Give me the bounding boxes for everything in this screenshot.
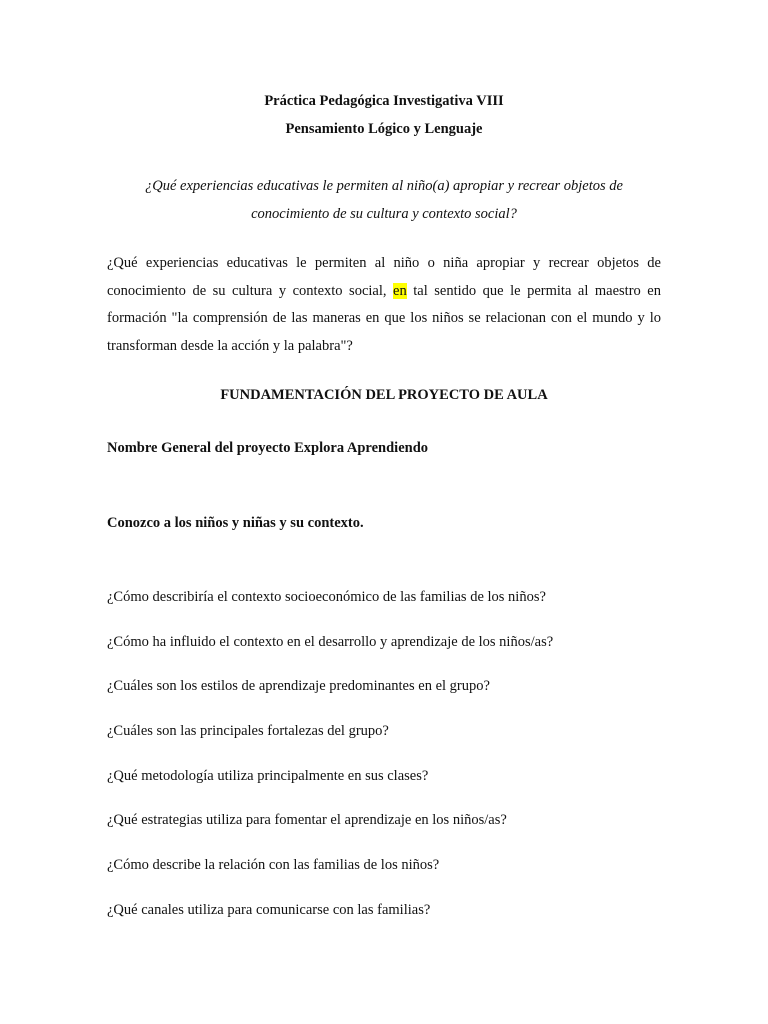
question-item: ¿Cómo describe la relación con las familias de los niños? — [107, 857, 440, 874]
intro-paragraph — [107, 250, 661, 360]
document-subtitle: Pensamiento Lógico y Lenguaje — [285, 121, 483, 137]
question-item: ¿Qué estrategias utiliza para fomentar el aprendizaje en los niños/as? — [107, 812, 507, 829]
question-item: ¿Cuáles son los estilos de aprendizaje predominantes en el grupo? — [107, 678, 490, 695]
question-item: ¿Cómo ha influido el contexto en el desarrollo y aprendizaje de los niños/as? — [107, 633, 554, 650]
question-item: ¿Cómo describiría el contexto socioeconómico de las familias de los niños? — [107, 589, 546, 605]
section-heading: FUNDAMENTACIÓN DEL PROYECTO DE AULA — [220, 387, 548, 403]
question-list — [107, 588, 553, 946]
highlighted-word: en — [393, 282, 407, 299]
paragraph-text-start: ¿Qué experiencias educativas le permiten al niño o niña apropiar y recrear objetos de conocimiento de su cultura y contexto social, — [107, 255, 661, 299]
guiding-question — [107, 172, 661, 228]
context-heading: Conozco a los niños y niñas y su contexto. — [107, 515, 364, 531]
document-title: Práctica Pedagógica Investigativa VIII — [264, 93, 504, 109]
guiding-question-line-2: conocimiento de su cultura y contexto social? — [251, 206, 517, 222]
question-item: ¿Cuáles son las principales fortalezas del grupo? — [107, 723, 389, 740]
project-name: Nombre General del proyecto Explora Aprendiendo — [107, 440, 429, 456]
question-item: ¿Qué metodología utiliza principalmente en sus clases? — [107, 767, 429, 784]
guiding-question-line-1: ¿Qué experiencias educativas le permiten al niño(a) apropiar y recrear objetos de — [145, 178, 623, 194]
question-item: ¿Qué canales utiliza para comunicarse con las familias? — [107, 901, 431, 918]
paragraph-text-end: tal sentido que le permita al maestro en formación "la comprensión de las maneras en que los niños se relacionan con el mundo y lo transforman desde la acción y la palabra"? — [107, 282, 661, 354]
